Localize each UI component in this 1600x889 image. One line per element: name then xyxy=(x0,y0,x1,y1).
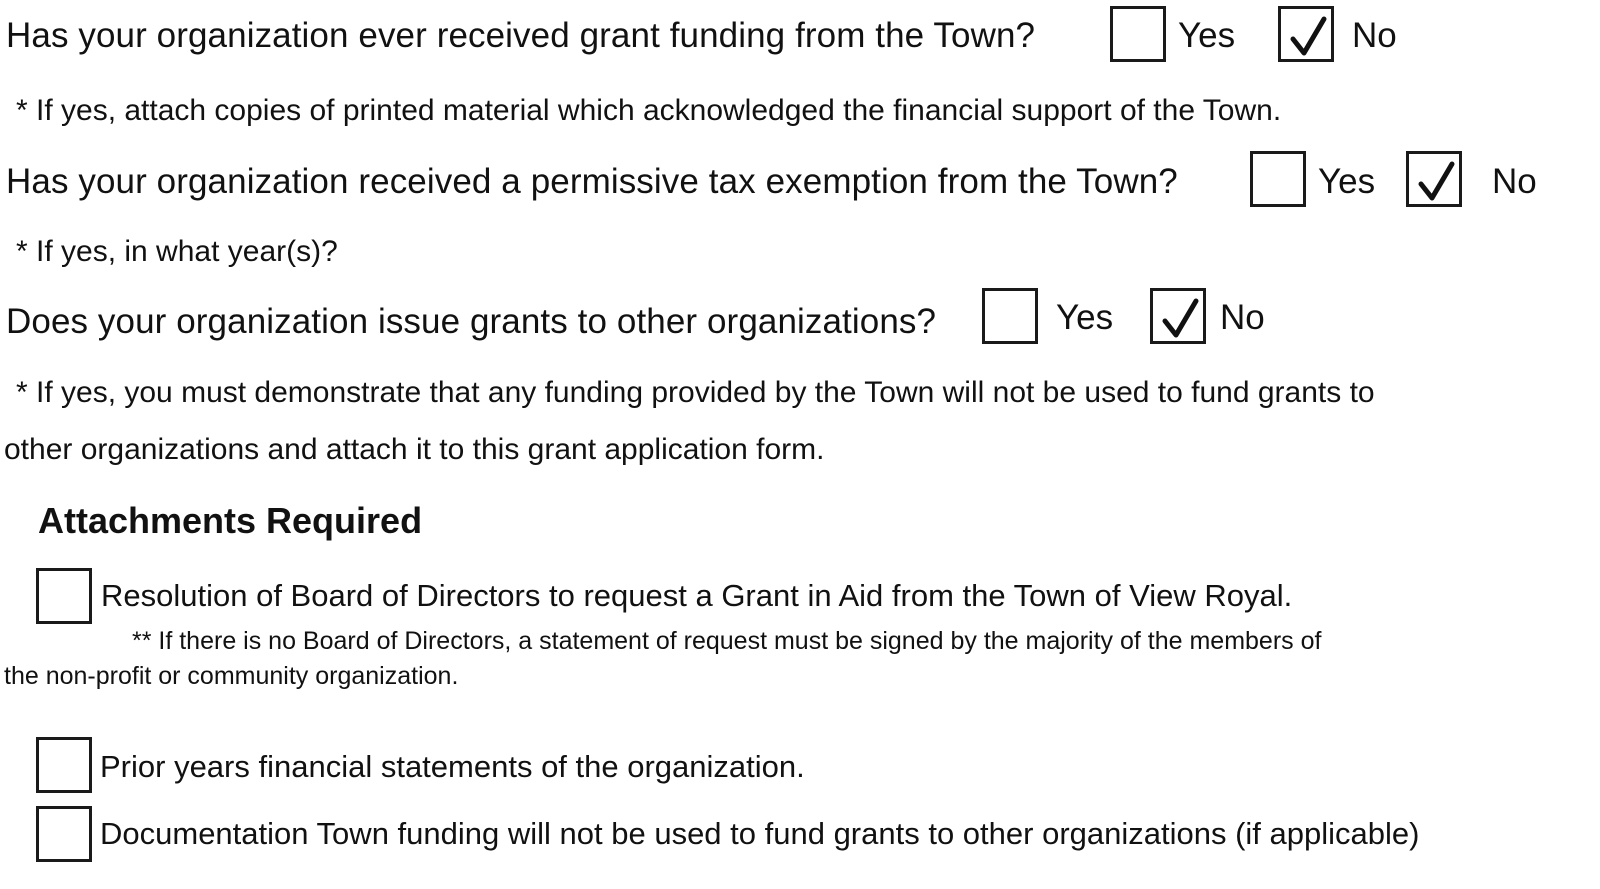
question-3-note-line-1: * If yes, you must demonstrate that any funding provided by the Town will not be used to fund grants to xyxy=(16,376,1375,409)
attachment-1-note-line-1: ** If there is no Board of Directors, a statement of request must be signed by the majority of the members of xyxy=(132,627,1322,655)
attachment-1-checkbox[interactable] xyxy=(36,568,92,624)
question-3-yes-checkbox[interactable] xyxy=(982,288,1038,344)
attachment-1-note-line-2: the non-profit or community organization. xyxy=(4,662,459,690)
question-3-no-checkbox[interactable] xyxy=(1150,288,1206,344)
attachment-1-label: Resolution of Board of Directors to request a Grant in Aid from the Town of View Royal. xyxy=(101,578,1293,613)
question-3-yes-label: Yes xyxy=(1056,298,1114,337)
attachments-heading: Attachments Required xyxy=(38,500,423,541)
checkmark-icon xyxy=(1417,160,1457,204)
question-2-yes-checkbox[interactable] xyxy=(1250,151,1306,207)
attachment-3-checkbox[interactable] xyxy=(36,806,92,862)
question-2-no-label: No xyxy=(1492,162,1537,201)
checkmark-icon xyxy=(1161,297,1201,341)
question-2-no-checkbox[interactable] xyxy=(1406,151,1462,207)
question-3-no-label: No xyxy=(1220,298,1265,337)
question-2-text: Has your organization received a permissive tax exemption from the Town? xyxy=(6,162,1178,201)
question-3-text: Does your organization issue grants to other organizations? xyxy=(6,302,937,341)
question-1-no-label: No xyxy=(1352,16,1397,55)
question-3-note-line-2: other organizations and attach it to this grant application form. xyxy=(4,433,825,466)
checkmark-icon xyxy=(1289,15,1329,59)
question-1-no-checkbox[interactable] xyxy=(1278,6,1334,62)
attachment-3-label: Documentation Town funding will not be used to fund grants to other organizations (if applicable) xyxy=(100,816,1420,851)
attachment-2-label: Prior years financial statements of the organization. xyxy=(100,749,805,784)
question-2-yes-label: Yes xyxy=(1318,162,1376,201)
question-1-text: Has your organization ever received grant funding from the Town? xyxy=(6,16,1036,55)
question-2-note: * If yes, in what year(s)? xyxy=(16,235,338,268)
question-1-note: * If yes, attach copies of printed material which acknowledged the financial support of the Town. xyxy=(16,94,1282,127)
attachment-2-checkbox[interactable] xyxy=(36,737,92,793)
question-1-yes-label: Yes xyxy=(1178,16,1236,55)
question-1-yes-checkbox[interactable] xyxy=(1110,6,1166,62)
